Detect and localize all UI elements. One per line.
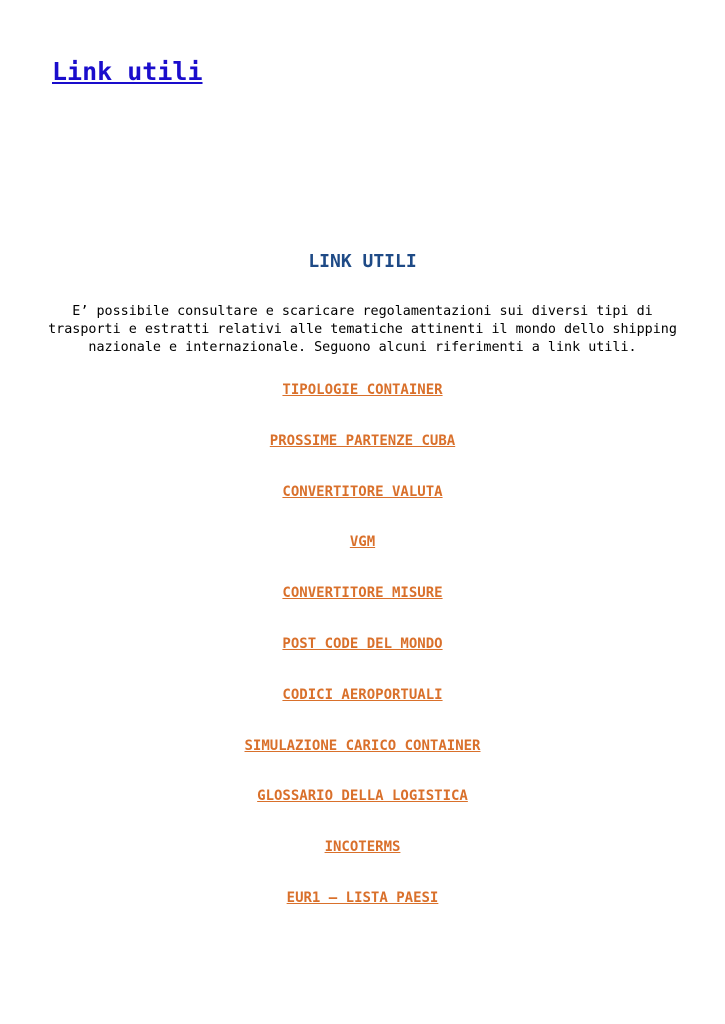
page-title-link[interactable]: Link utili: [52, 57, 203, 86]
list-item: [0, 735, 725, 786]
section-heading: LINK UTILI: [308, 251, 417, 272]
page-title: [52, 56, 203, 88]
link-prossime-partenze-cuba[interactable]: PROSSIME PARTENZE CUBA: [269, 432, 456, 449]
intro-paragraph: E’ possibile consultare e scaricare regolamentazioni sui diversi tipi di trasporti e estratti relativi alle tematiche attinenti il mondo dello shipping nazionale e internazionale. Seguono alcuni riferimenti a link utili.: [48, 304, 677, 355]
link-convertitore-valuta[interactable]: CONVERTITORE VALUTA: [282, 483, 443, 500]
list-item: [0, 531, 725, 582]
list-item: [0, 785, 725, 836]
link-codici-aeroportuali[interactable]: CODICI AEROPORTUALI: [282, 686, 443, 703]
list-item: [0, 430, 725, 481]
link-tipologie-container[interactable]: TIPOLOGIE CONTAINER: [282, 382, 443, 398]
link-simulazione-carico-container[interactable]: SIMULAZIONE CARICO CONTAINER: [244, 737, 481, 754]
link-vgm[interactable]: VGM: [349, 534, 376, 551]
link-glossario-della-logistica[interactable]: GLOSSARIO DELLA LOGISTICA: [257, 788, 468, 805]
useful-links-list: [0, 379, 725, 938]
main-content: [0, 248, 725, 938]
list-item: [0, 633, 725, 684]
list-item: [0, 887, 725, 938]
list-item: [0, 379, 725, 430]
link-incoterms[interactable]: INCOTERMS: [324, 839, 401, 856]
link-post-code-del-mondo[interactable]: POST CODE DEL MONDO: [282, 635, 443, 652]
link-eur1-lista-paesi[interactable]: EUR1 – LISTA PAESI: [286, 889, 439, 906]
link-convertitore-misure[interactable]: CONVERTITORE MISURE: [282, 585, 443, 602]
list-item: [0, 481, 725, 532]
list-item: [0, 836, 725, 887]
list-item: [0, 582, 725, 633]
list-item: [0, 684, 725, 735]
